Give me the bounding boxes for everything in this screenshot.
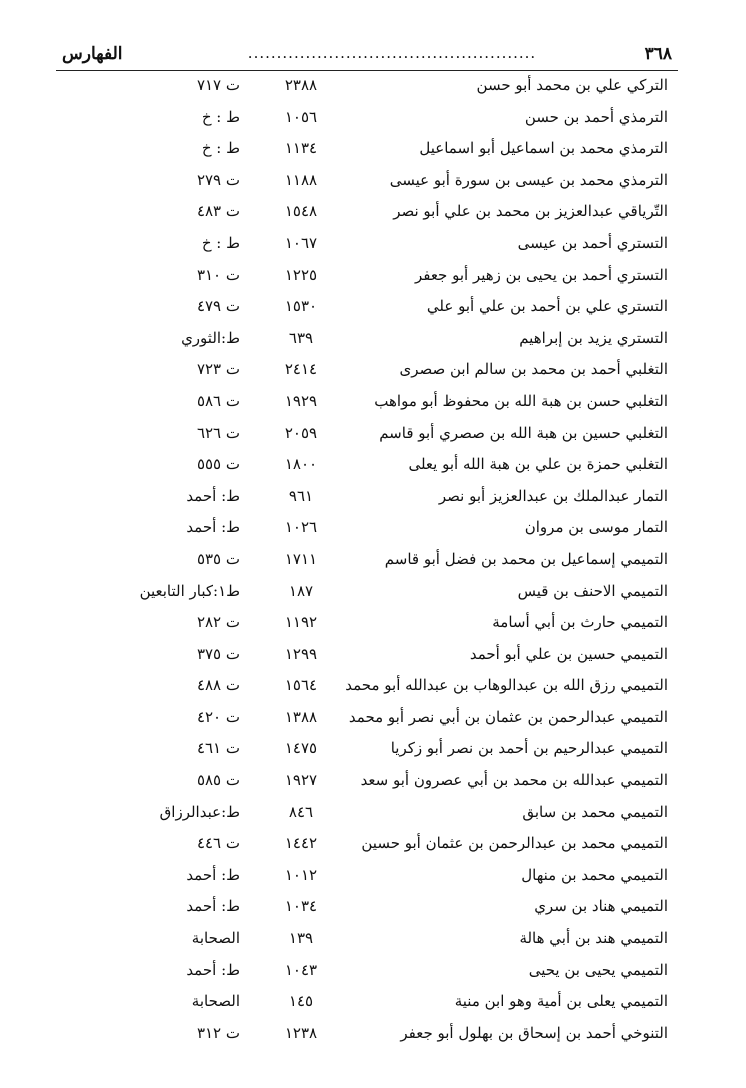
entry-number: ١٩٢٩ (284, 391, 318, 410)
index-entry (0, 72, 746, 104)
entry-number: ١٢٣٨ (284, 1023, 318, 1042)
entry-name: التميمي يحيى بن يحيى (528, 960, 668, 979)
entry-name: الترمذي أحمد بن حسن (524, 107, 668, 126)
entry-reference: ط:عبدالرزاق (159, 802, 240, 821)
entry-name: التستري يزيد بن إبراهيم (519, 328, 668, 347)
entry-name: التغلبي حسين بن هبة الله بن صصري أبو قاسم (379, 423, 668, 442)
entry-name: التستري علي بن أحمد بن علي أبو علي (426, 297, 668, 316)
index-entry (0, 735, 746, 767)
index-entry (0, 325, 746, 357)
entry-name: التركي علي بن محمد أبو حسن (476, 76, 668, 94)
entry-name: التميمي هناد بن سري (534, 897, 668, 916)
entry-reference: ت ٢٧٩ (196, 170, 240, 189)
entry-reference: ت ٥٣٥ (196, 549, 240, 568)
entry-reference: ت ٦٢٦ (196, 423, 240, 442)
header-leader-dots: .................................................. (247, 44, 537, 62)
index-entry (0, 104, 746, 136)
entry-reference: الصحابة (191, 992, 240, 1011)
entry-name: التميمي عبدالرحمن بن عثمان بن أبي نصر أبو محمد (348, 707, 668, 726)
index-entry (0, 957, 746, 989)
entry-reference: ط: أحمد (186, 897, 240, 916)
index-entry (0, 925, 746, 957)
entry-name: التميمي إسماعيل بن محمد بن فضل أبو قاسم (384, 549, 668, 568)
entry-number: ٦٣٩ (288, 328, 314, 347)
entry-reference: ت ٤٧٩ (196, 297, 240, 316)
entry-number: ١٢٢٥ (284, 265, 318, 284)
index-entry (0, 830, 746, 862)
index-entry (0, 704, 746, 736)
index-entry (0, 420, 746, 452)
entry-name: التميمي هند بن أبي هالة (519, 929, 668, 948)
entry-reference: ط : خ (201, 233, 240, 252)
entry-reference: ط١:كبار التابعين (139, 581, 240, 600)
entry-reference: ت ٣١٠ (196, 265, 240, 284)
index-entry (0, 609, 746, 641)
index-entry (0, 546, 746, 578)
entry-number: ١٤٧٥ (284, 739, 318, 758)
entry-number: ١٩٢٧ (284, 771, 318, 790)
index-entry (0, 262, 746, 294)
entry-reference: ت ٣٧٥ (196, 644, 240, 663)
entry-name: التمار موسى بن مروان (524, 518, 668, 537)
index-entry (0, 893, 746, 925)
entry-name: التميمي الاحنف بن قيس (517, 581, 668, 600)
index-entry (0, 514, 746, 546)
entry-reference: ت ٤٤٦ (196, 834, 240, 853)
entry-reference: ط: أحمد (186, 865, 240, 884)
entry-name: التمار عبدالملك بن عبدالعزيز أبو نصر (438, 486, 668, 505)
index-entry (0, 578, 746, 610)
entry-reference: ط:الثوري (181, 328, 240, 347)
entry-number: ١٣٩ (288, 929, 314, 948)
entry-number: ١٠٥٦ (284, 107, 318, 126)
entry-reference: ت ٤٦١ (196, 739, 240, 758)
entry-name: التميمي حسين بن علي أبو أحمد (469, 644, 668, 663)
entry-number: ٢٣٨٨ (284, 76, 318, 94)
entry-number: ١٥٦٤ (284, 676, 318, 695)
index-entry (0, 672, 746, 704)
entry-reference: ت ٤٢٠ (196, 707, 240, 726)
entry-number: ١٨٧ (288, 581, 314, 600)
index-entry (0, 799, 746, 831)
entry-name: التنوخي أحمد بن إسحاق بن بهلول أبو جعفر (400, 1023, 668, 1042)
entry-number: ١١٨٨ (284, 170, 318, 189)
index-entry (0, 230, 746, 262)
entry-number: ١٠٦٧ (284, 233, 318, 252)
index-entry (0, 988, 746, 1020)
entry-reference: ط : خ (201, 107, 240, 126)
entry-name: التميمي عبدالله بن محمد بن أبي عصرون أبو سعد (360, 771, 668, 790)
entry-name: التميمي محمد بن عبدالرحمن بن عثمان أبو حسين (361, 834, 668, 853)
entry-name: التغلبي حمزة بن علي بن هبة الله أبو يعلى (408, 455, 668, 474)
entry-reference: ط: أحمد (186, 486, 240, 505)
index-entry (0, 167, 746, 199)
index-entry (0, 767, 746, 799)
entry-name: التستري أحمد بن عيسى (517, 233, 668, 252)
entry-number: ١٠٣٤ (284, 897, 318, 916)
entry-reference: ت ٢٨٢ (196, 613, 240, 632)
entry-number: ١٥٣٠ (284, 297, 318, 316)
entry-number: ١٢٩٩ (284, 644, 318, 663)
entry-reference: ط : خ (201, 139, 240, 158)
index-entry (0, 356, 746, 388)
entry-name: التميمي حارث بن أبي أسامة (492, 613, 668, 632)
entry-name: الترمذي محمد بن عيسى بن سورة أبو عيسى (389, 170, 668, 189)
entry-name: التميمي رزق الله بن عبدالوهاب بن عبدالله أبو محمد (345, 676, 668, 695)
entry-number: ١١٩٢ (284, 613, 318, 632)
index-entry (0, 388, 746, 420)
entry-reference: ط: أحمد (186, 518, 240, 537)
entry-number: ١٠٤٣ (284, 960, 318, 979)
entry-number: ٩٦١ (288, 486, 314, 505)
entry-number: ١٥٤٨ (284, 202, 318, 221)
entry-reference: ت ٣١٢ (196, 1023, 240, 1042)
entry-number: ١١٣٤ (284, 139, 318, 158)
entry-reference: ت ٤٨٨ (196, 676, 240, 695)
entry-number: ٨٤٦ (288, 802, 314, 821)
entry-reference: ت ٧١٧ (196, 76, 240, 94)
index-entry (0, 483, 746, 515)
entry-name: التغلبي أحمد بن محمد بن سالم ابن صصرى (399, 360, 668, 379)
entry-number: ٢٤١٤ (284, 360, 318, 379)
entry-number: ١٤٥ (288, 992, 314, 1011)
entry-number: ١٨٠٠ (284, 455, 318, 474)
entry-number: ١٧١١ (284, 549, 318, 568)
entry-name: التميمي عبدالرحيم بن أحمد بن نصر أبو زكريا (390, 739, 668, 758)
entry-number: ١٤٤٢ (284, 834, 318, 853)
entry-name: التميمي محمد بن منهال (521, 865, 668, 884)
entry-number: ٢٠٥٩ (284, 423, 318, 442)
page-header (56, 40, 678, 71)
page-number: ٣٦٨ (644, 44, 672, 64)
entry-name: الترمذي محمد بن اسماعيل أبو اسماعيل (419, 139, 668, 158)
entry-reference: ط: أحمد (186, 960, 240, 979)
entry-reference: ت ٥٨٦ (196, 391, 240, 410)
entry-reference: الصحابة (191, 929, 240, 948)
index-entry (0, 198, 746, 230)
index-entry (0, 1020, 746, 1052)
entry-name: التستري أحمد بن يحيى بن زهير أبو جعفر (414, 265, 668, 284)
entry-reference: ت ٥٥٥ (196, 455, 240, 474)
index-entry (0, 862, 746, 894)
index-entry (0, 451, 746, 483)
entry-reference: ت ٤٨٣ (196, 202, 240, 221)
entry-number: ١٣٨٨ (284, 707, 318, 726)
entry-reference: ت ٧٢٣ (196, 360, 240, 379)
entry-reference: ت ٥٨٥ (196, 771, 240, 790)
index-entry (0, 135, 746, 167)
entry-number: ١٠٢٦ (284, 518, 318, 537)
entry-name: التميمي يعلى بن أمية وهو ابن منية (454, 992, 668, 1011)
entry-name: التغلبي حسن بن هبة الله بن محفوظ أبو مواهب (374, 391, 668, 410)
section-title: الفهارس (62, 44, 123, 64)
index-entry (0, 641, 746, 673)
index-entry (0, 293, 746, 325)
entry-name: التميمي محمد بن سابق (522, 802, 668, 821)
entry-name: التّرياقي عبدالعزيز بن محمد بن علي أبو نصر (393, 202, 668, 221)
index-list (0, 72, 746, 1051)
entry-number: ١٠١٢ (284, 865, 318, 884)
